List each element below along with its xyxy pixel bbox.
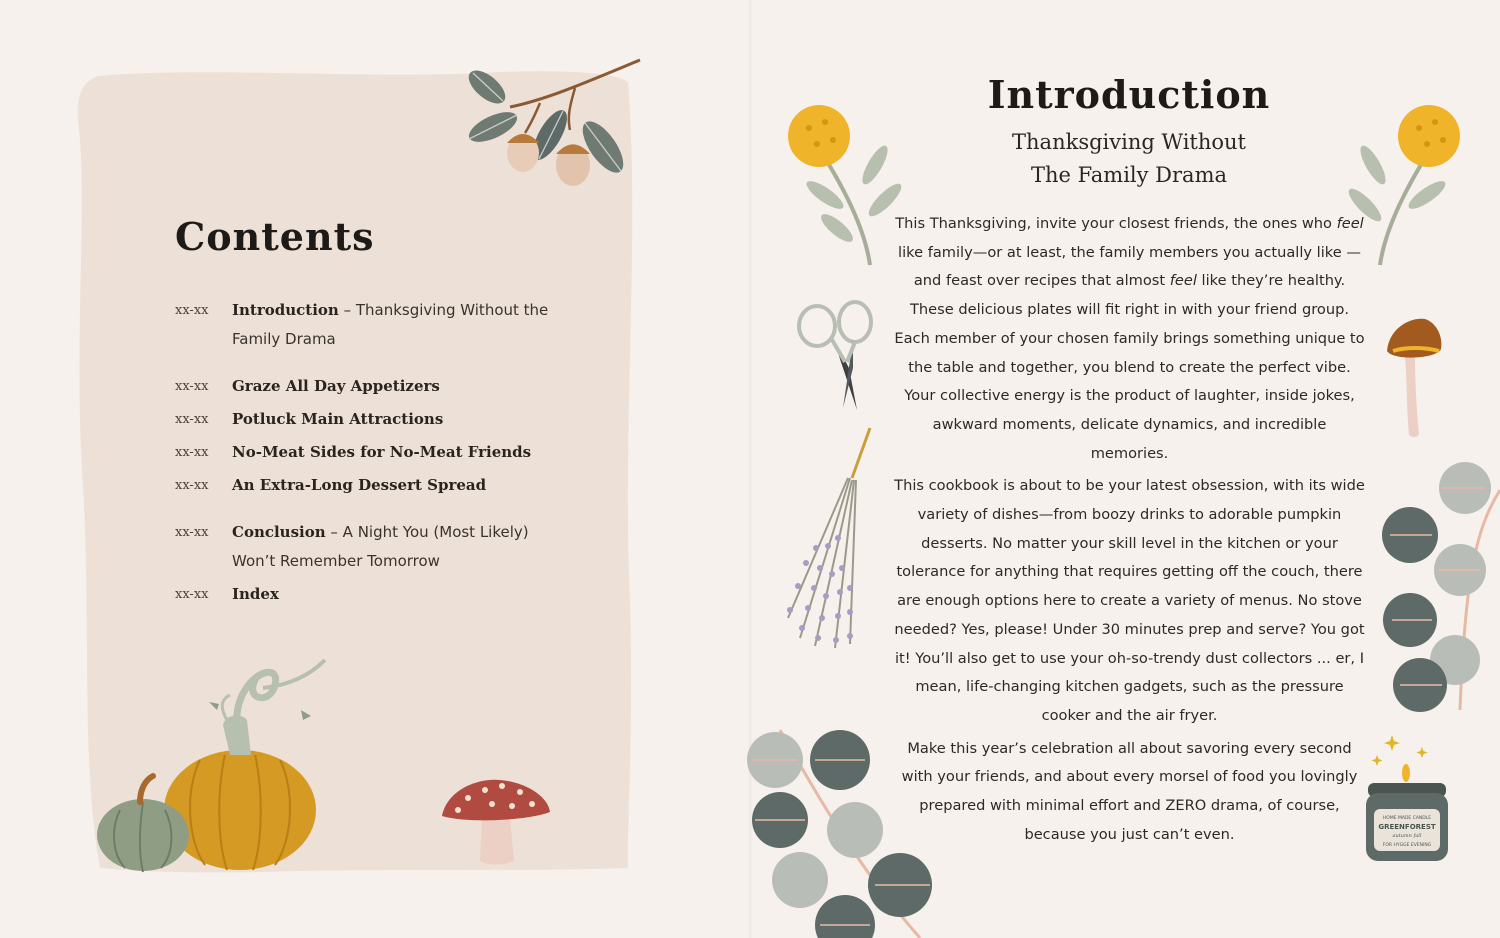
mushroom-icon	[1385, 315, 1445, 440]
toc-subtitle-cont: Family Drama	[232, 330, 336, 348]
yellow-flower-icon	[1345, 100, 1465, 270]
candle-label-bottom: FOR HYGGE EVENING	[1382, 843, 1432, 848]
acorn-branch-icon	[455, 55, 645, 195]
eucalyptus-icon	[740, 720, 950, 938]
lavender-bundle-icon	[780, 418, 890, 658]
introduction-subtitle: Thanksgiving Without The Family Drama	[1012, 130, 1246, 187]
toc-page-range: xx-xx	[175, 379, 209, 394]
toc-title: No-Meat Sides for No-Meat Friends	[232, 443, 532, 461]
toc-subtitle: – Thanksgiving Without the	[338, 301, 549, 319]
toc-entry-appetizers[interactable]	[175, 372, 575, 401]
toc-entry-conclusion[interactable]	[175, 518, 575, 576]
pumpkin-icon	[95, 650, 335, 875]
candle-label-top: HOME MADE CANDLE	[1382, 816, 1432, 821]
yellow-flower-icon	[785, 100, 905, 270]
toc-page-range: xx-xx	[175, 303, 209, 318]
eucalyptus-icon	[1380, 460, 1500, 715]
introduction-page	[750, 0, 1500, 938]
contents-title: Contents	[175, 214, 375, 259]
toc-title: Graze All Day Appetizers	[232, 377, 440, 395]
toc-page-range: xx-xx	[175, 478, 209, 493]
toc-page-range: xx-xx	[175, 445, 209, 460]
toc-title: Conclusion	[232, 523, 326, 541]
introduction-title: Introduction	[987, 72, 1271, 117]
toc-subtitle-cont: Won’t Remember Tomorrow	[232, 552, 440, 570]
table-of-contents	[175, 296, 575, 609]
toc-page-range: xx-xx	[175, 525, 209, 540]
toc-entry-index[interactable]	[175, 580, 575, 609]
toc-entry-desserts[interactable]	[175, 471, 575, 500]
paragraph-2: This cookbook is about to be your latest obsession, with its wide variety of dishes—from boozy drinks to adorable pumpkin desserts. No matter your skill level in the kitchen or your tolerance for anything that requires getting off the couch, there are enough options here to create a variety of menus. No stove needed? Yes, please! Under 30 minutes prep and serve? You got it! You’ll also get to use your oh-so-trendy dust collectors ... er, I mean, life-changing kitchen gadgets, such as the pressure cooker and the air fryer.	[894, 477, 1365, 724]
toc-entry-main-attractions[interactable]	[175, 405, 575, 434]
paragraph-3: Make this year’s celebration all about savoring every second with your friends, and about every morsel of food you lovingly prepared with minimal effort and ZERO drama, of course, because you just can’t even.	[901, 739, 1358, 843]
toc-subtitle: – A Night You (Most Likely)	[325, 523, 529, 541]
candle-label-script: autumn fall	[1392, 833, 1422, 839]
toc-page-range: xx-xx	[175, 587, 209, 602]
candle-label-brand: GREENFOREST	[1378, 823, 1436, 831]
toc-title: Index	[232, 585, 279, 603]
mushroom-icon	[440, 778, 552, 868]
toc-entry-sides[interactable]	[175, 438, 575, 467]
toc-entry-introduction[interactable]	[175, 296, 575, 354]
toc-title: An Extra-Long Dessert Spread	[232, 476, 487, 494]
scissors-icon	[795, 298, 880, 413]
candle-icon	[1362, 725, 1457, 865]
toc-page-range: xx-xx	[175, 412, 209, 427]
toc-title: Potluck Main Attractions	[232, 410, 444, 428]
introduction-body	[892, 210, 1367, 853]
paragraph-1: This Thanksgiving, invite your closest friends, the ones who feel like family—or at least, the family members you actually like —and feast over recipes that almost feel like they’re healthy. These delicious plates will fit right in with your friend group. Each member of your chosen family brings something unique to the table and together, you blend to create the perfect vibe. Your collective energy is the product of laughter, inside jokes, awkward moments, delicate dynamics, and incredible memories.	[894, 215, 1365, 462]
toc-title: Introduction	[232, 301, 339, 319]
